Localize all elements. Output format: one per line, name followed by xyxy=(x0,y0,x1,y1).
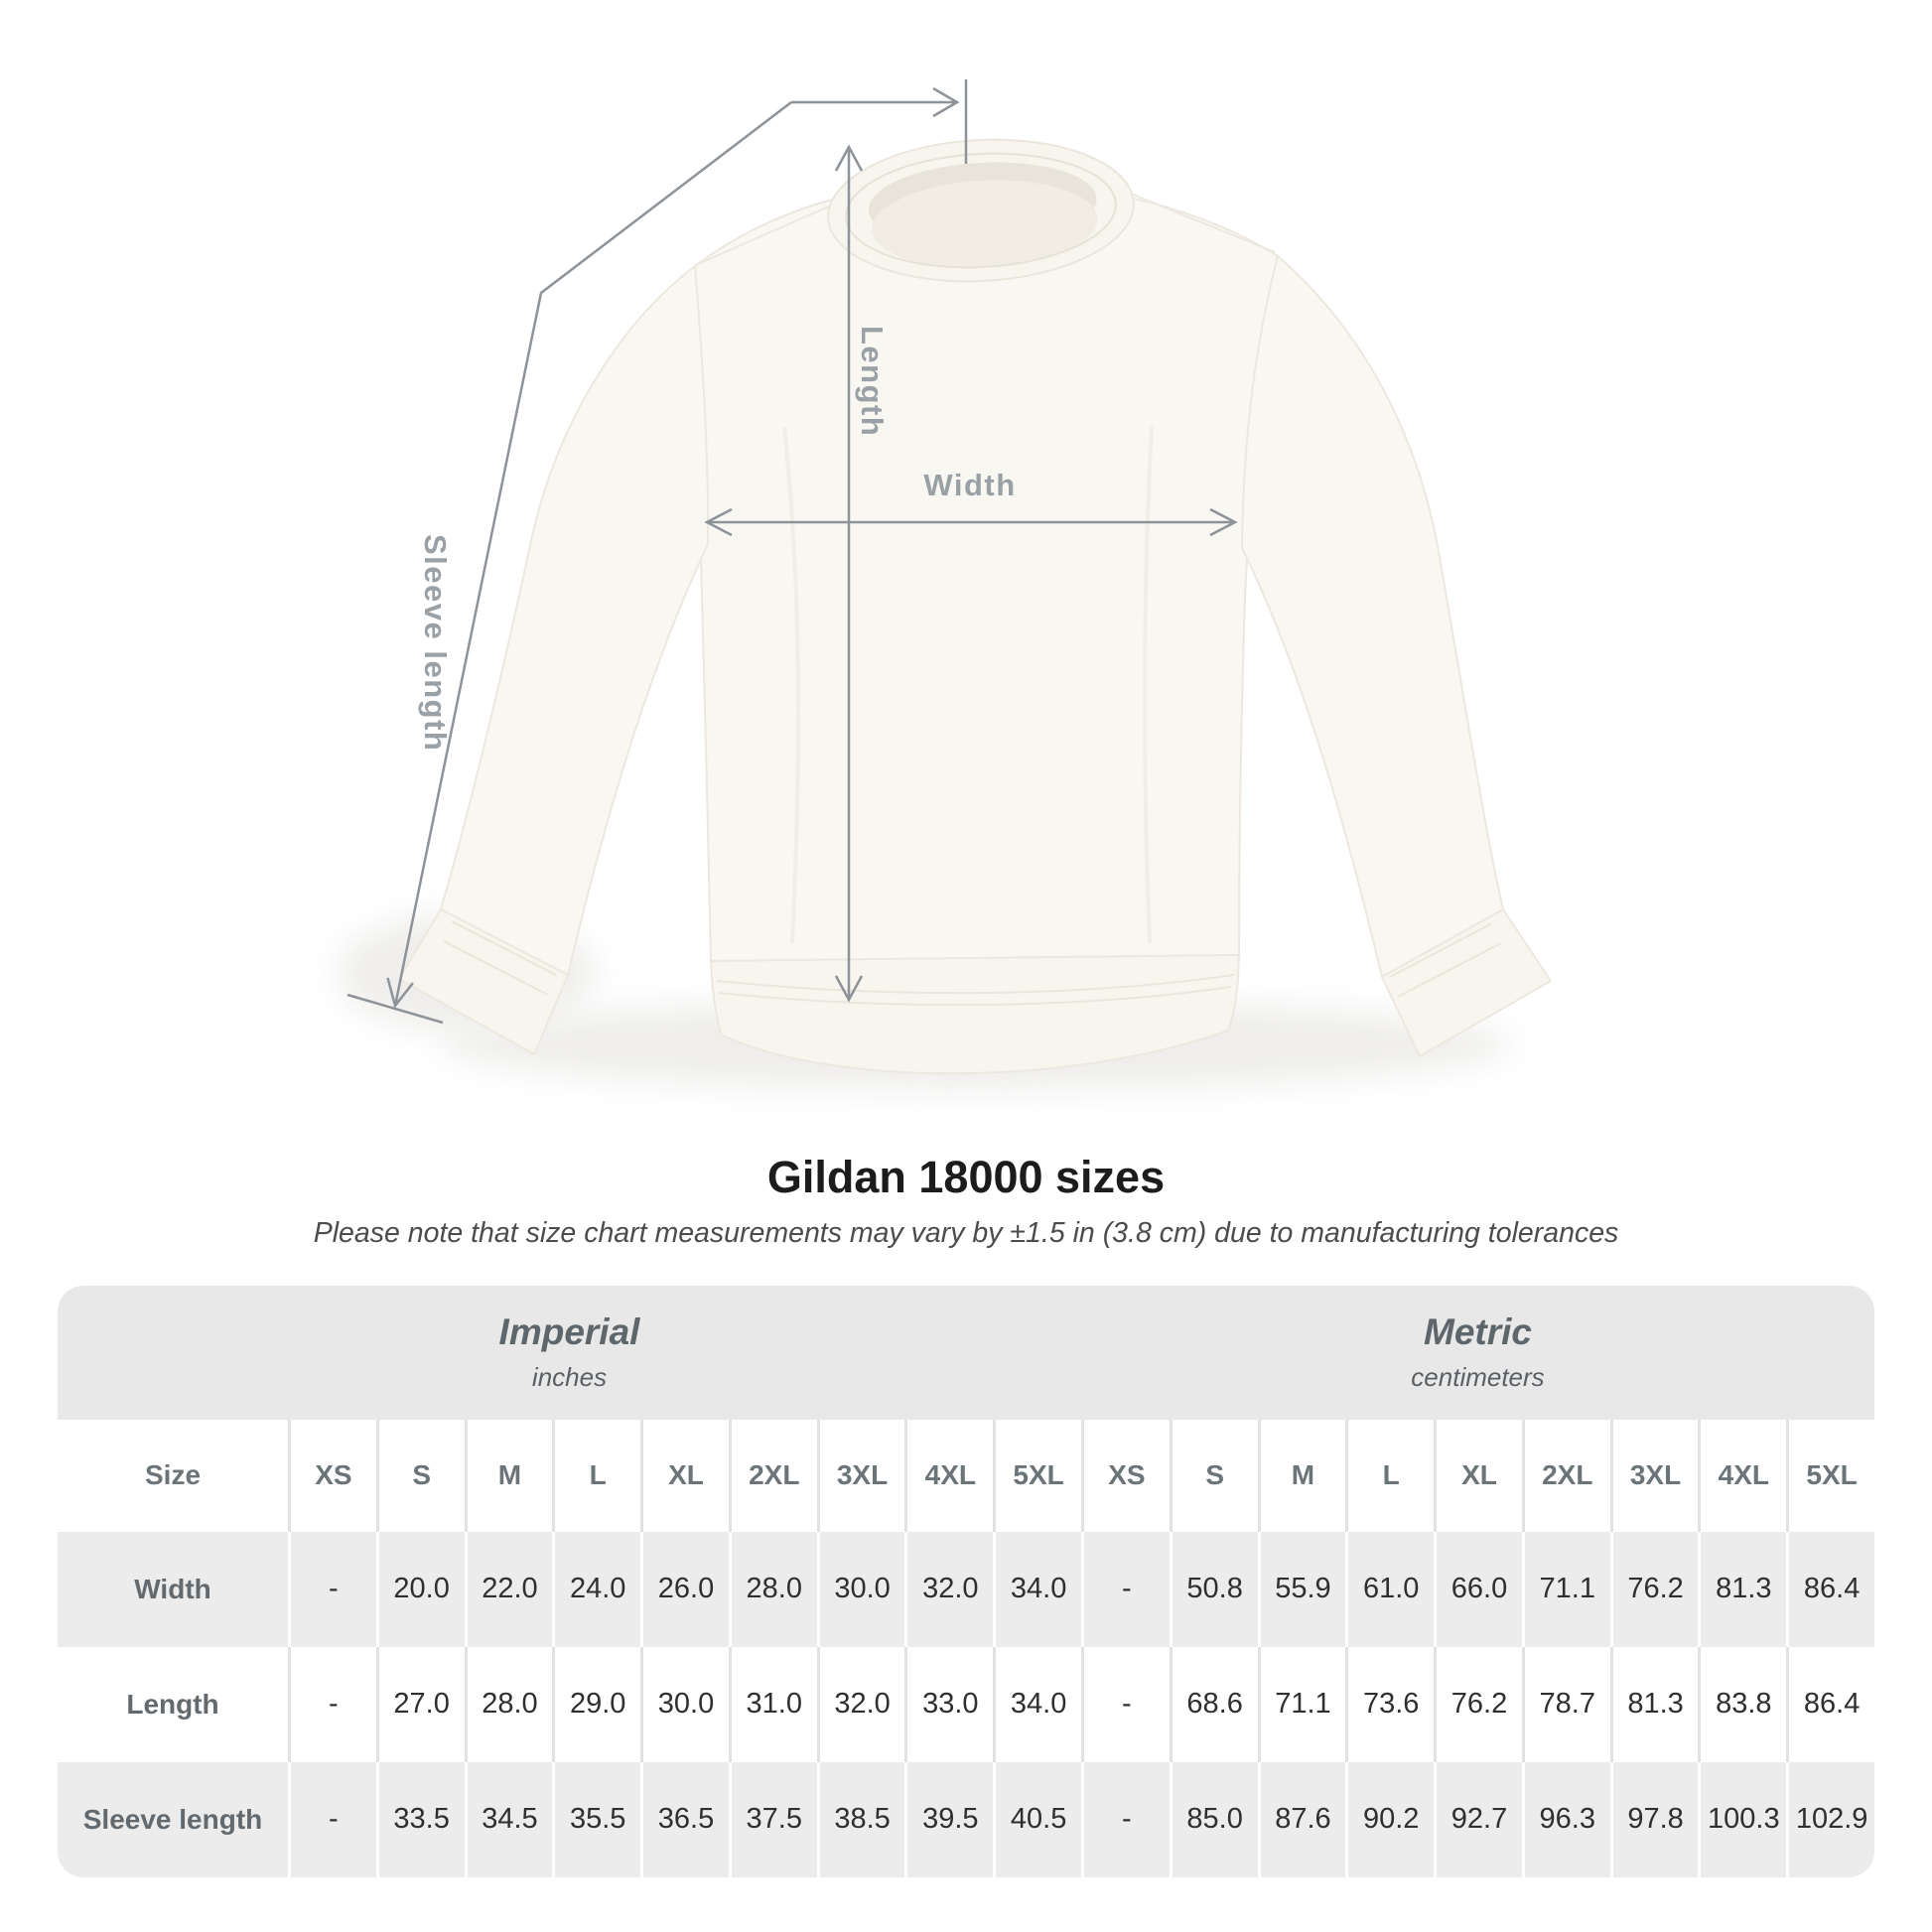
table-cell: 66.0 xyxy=(1434,1532,1522,1647)
column-header-m: M xyxy=(1258,1420,1346,1532)
column-header-s: S xyxy=(1170,1420,1258,1532)
unit-group-subtitle: inches xyxy=(531,1362,608,1393)
table-cell: 29.0 xyxy=(552,1647,640,1762)
table-cell: - xyxy=(1081,1762,1170,1877)
table-cell: 27.0 xyxy=(376,1647,465,1762)
column-header-2xl: 2XL xyxy=(729,1420,817,1532)
table-cell: 30.0 xyxy=(817,1532,905,1647)
column-header-m: M xyxy=(465,1420,553,1532)
table-cell: 39.5 xyxy=(904,1762,993,1877)
column-header-xl: XL xyxy=(640,1420,729,1532)
sweatshirt-left-sleeve xyxy=(441,266,708,975)
table-cell: 87.6 xyxy=(1258,1762,1346,1877)
table-cell: 102.9 xyxy=(1786,1762,1874,1877)
table-cell: 76.2 xyxy=(1434,1647,1522,1762)
table-cell: 33.5 xyxy=(376,1762,465,1877)
length-label: Length xyxy=(855,326,890,438)
table-cell: 85.0 xyxy=(1170,1762,1258,1877)
table-cell: 22.0 xyxy=(465,1532,553,1647)
size-table xyxy=(58,1286,1874,1877)
table-cell: 31.0 xyxy=(729,1647,817,1762)
size-grid xyxy=(58,1420,1874,1877)
width-label: Width xyxy=(923,468,1017,502)
unit-group-title: Metric xyxy=(1424,1311,1532,1353)
table-cell: 32.0 xyxy=(817,1647,905,1762)
table-cell: 90.2 xyxy=(1345,1762,1434,1877)
sleeve-length-label: Sleeve length xyxy=(418,534,453,753)
table-cell: 71.1 xyxy=(1522,1532,1610,1647)
table-cell: 33.0 xyxy=(904,1647,993,1762)
page-title: Gildan 18000 sizes xyxy=(766,1152,1166,1202)
column-header-5xl: 5XL xyxy=(1786,1420,1874,1532)
row-label: Width xyxy=(58,1532,288,1647)
table-cell: 34.0 xyxy=(993,1532,1081,1647)
table-cell: - xyxy=(1081,1532,1170,1647)
table-cell: 81.3 xyxy=(1698,1532,1786,1647)
column-header-l: L xyxy=(552,1420,640,1532)
unit-group-band xyxy=(58,1286,1874,1420)
table-cell: 26.0 xyxy=(640,1532,729,1647)
table-cell: 55.9 xyxy=(1258,1532,1346,1647)
sweatshirt-body xyxy=(695,181,1278,961)
table-cell: 30.0 xyxy=(640,1647,729,1762)
table-cell: 92.7 xyxy=(1434,1762,1522,1877)
table-cell: 97.8 xyxy=(1610,1762,1699,1877)
column-header-3xl: 3XL xyxy=(1610,1420,1699,1532)
table-cell: - xyxy=(288,1762,376,1877)
column-header-s: S xyxy=(376,1420,465,1532)
table-cell: 73.6 xyxy=(1345,1647,1434,1762)
unit-group-subtitle: centimeters xyxy=(1411,1362,1545,1393)
column-header-4xl: 4XL xyxy=(1698,1420,1786,1532)
column-header-xs: XS xyxy=(288,1420,376,1532)
row-label: Length xyxy=(58,1647,288,1762)
table-cell: 24.0 xyxy=(552,1532,640,1647)
table-cell: 28.0 xyxy=(729,1532,817,1647)
table-cell: 38.5 xyxy=(817,1762,905,1877)
table-cell: 68.6 xyxy=(1170,1647,1258,1762)
table-cell: 86.4 xyxy=(1786,1647,1874,1762)
table-cell: 83.8 xyxy=(1698,1647,1786,1762)
column-header-l: L xyxy=(1345,1420,1434,1532)
table-cell: 71.1 xyxy=(1258,1647,1346,1762)
column-header-3xl: 3XL xyxy=(817,1420,905,1532)
table-cell: 78.7 xyxy=(1522,1647,1610,1762)
table-cell: 35.5 xyxy=(552,1762,640,1877)
column-header-4xl: 4XL xyxy=(904,1420,993,1532)
table-cell: 40.5 xyxy=(993,1762,1081,1877)
table-cell: 81.3 xyxy=(1610,1647,1699,1762)
table-cell: 61.0 xyxy=(1345,1532,1434,1647)
table-cell: 34.5 xyxy=(465,1762,553,1877)
tolerance-note: Please note that size chart measurements may vary by ±1.5 in (3.8 cm) due to manufacturing tolerances xyxy=(313,1216,1619,1249)
table-cell: 76.2 xyxy=(1610,1532,1699,1647)
table-cell: 20.0 xyxy=(376,1532,465,1647)
table-cell: 100.3 xyxy=(1698,1762,1786,1877)
column-header-size: Size xyxy=(58,1420,288,1532)
table-cell: 86.4 xyxy=(1786,1532,1874,1647)
table-cell: 34.0 xyxy=(993,1647,1081,1762)
table-cell: - xyxy=(288,1532,376,1647)
column-header-2xl: 2XL xyxy=(1522,1420,1610,1532)
table-cell: 32.0 xyxy=(904,1532,993,1647)
unit-group-imperial xyxy=(58,1286,1081,1420)
table-cell: 36.5 xyxy=(640,1762,729,1877)
sweatshirt-right-sleeve xyxy=(1242,256,1503,977)
unit-group-metric xyxy=(1081,1286,1874,1420)
table-cell: 96.3 xyxy=(1522,1762,1610,1877)
column-header-5xl: 5XL xyxy=(993,1420,1081,1532)
table-cell: - xyxy=(288,1647,376,1762)
table-cell: - xyxy=(1081,1647,1170,1762)
table-cell: 37.5 xyxy=(729,1762,817,1877)
column-header-xs: XS xyxy=(1081,1420,1170,1532)
row-label: Sleeve length xyxy=(58,1762,288,1877)
table-cell: 28.0 xyxy=(465,1647,553,1762)
table-cell: 50.8 xyxy=(1170,1532,1258,1647)
column-header-xl: XL xyxy=(1434,1420,1522,1532)
unit-group-title: Imperial xyxy=(498,1311,640,1353)
